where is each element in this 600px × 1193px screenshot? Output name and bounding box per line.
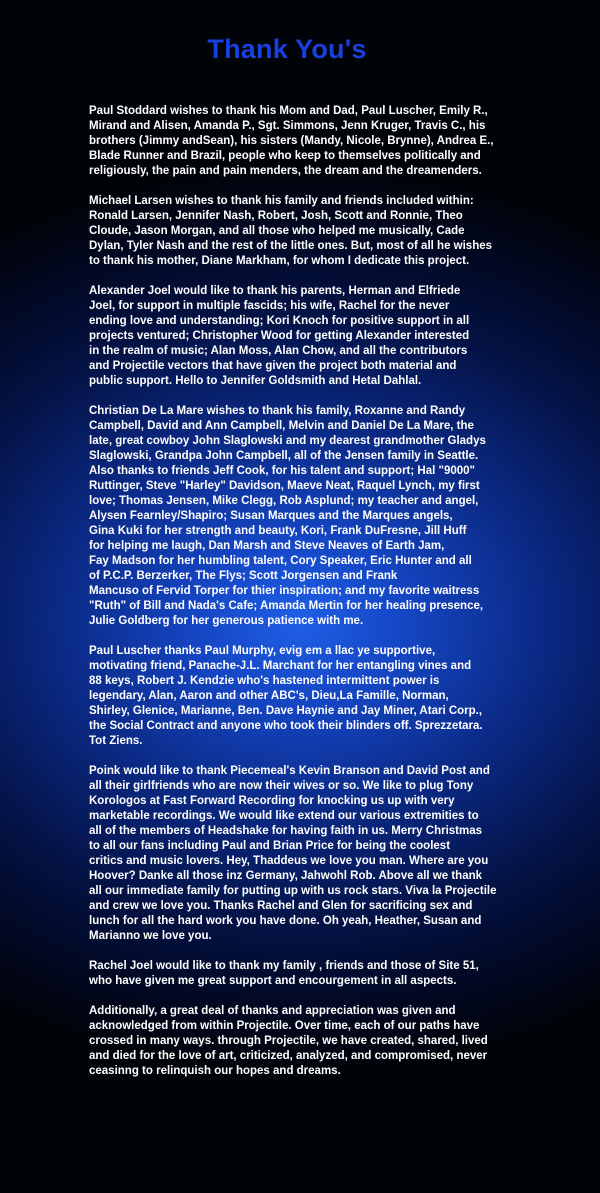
thanks-paul-luscher: Paul Luscher thanks Paul Murphy, evig em a llac ye supportive, motivating friend, Panache-J.L. Marchant for her entangling vines and 88 keys, Robert J. Kendzie who's hastened intermittent power is legendary, Alan, Aaron and other ABC's, Dieu,La Famille, Norman, Shirley, Glenice, Marianne, Ben. Dave Haynie and Jay Miner, Atari Corp., the Social Contract and anyone who took their blinders off. Sprezzetara. Tot Ziens. — [89, 645, 483, 747]
thanks-michael-larsen: Michael Larsen wishes to thank his family and friends included within: Ronald Larsen, Jennifer Nash, Robert, Josh, Scott and Ronnie, Theo Cloude, Jason Morgan, and all those who helped me musically, Cade Dylan, Tyler Nash and the rest of the little ones. But, most of all he wishes to thank his mother, Diane Markham, for whom I dedicate this project. — [89, 195, 493, 267]
thanks-rachel-joel: Rachel Joel would like to thank my family , friends and those of Site 51, who have given me great support and encourgement in all aspects. — [89, 960, 479, 987]
thanks-poink: Poink would like to thank Piecemeal's Kevin Branson and David Post and all their girlfriends who are now their wives or so. We like to plug Tony Korologos at Fast Forward Recording for knocking us up with very marketable recordings. We would like extend our various extremities to all of the members of Headshake for having faith in us. Merry Christmas to all our fans including Paul and Brian Price for being the coolest critics and music lovers. Hey, Thaddeus we love you man. Where are you Hoover? Danke all those inz Germany, Jahwohl Rob. Above all we thank all our immediate family for putting up with us rock stars. Viva la Projectile and crew we love you. Thanks Rachel and Glen for sacrificing sex and lunch for all the hard work you have done. Oh yeah, Heather, Susan and Marianno we love you. — [89, 765, 497, 942]
page-title: Thank You's — [207, 34, 367, 64]
thank-you-text — [89, 104, 589, 1094]
thanks-alexander-joel: Alexander Joel would like to thank his parents, Herman and Elfriede Joel, for support in multiple fascids; his wife, Rachel for the never ending love and understanding; Kori Knoch for positive support in all projects ventured; Christopher Wood for getting Alexander interested in the realm of music; Alan Moss, Alan Chow, and all the contributors and Projectile vectors that have given the project both material and public support. Hello to Jennifer Goldsmith and Hetal Dahlal. — [89, 285, 470, 387]
thanks-christian-de-la-mare: Christian De La Mare wishes to thank his family, Roxanne and Randy Campbell, David and Ann Campbell, Melvin and Daniel De La Mare, the late, great cowboy John Slaglowski and my dearest grandmother Gladys Slaglowski, Grandpa John Campbell, all of the Jensen family in Seattle. Also thanks to friends Jeff Cook, for his talent and support; Hal "9000" Ruttinger, Steve "Harley" Davidson, Maeve Neat, Raquel Lynch, my first love; Thomas Jensen, Mike Clegg, Rob Asplund; my teacher and angel, Alysen Fearnley/Shapiro; Susan Marques and the Marques angels, Gina Kuki for her strength and beauty, Kori, Frank DuFresne, Jill Huff for helping me laugh, Dan Marsh and Steve Neaves of Earth Jam, Fay Madson for her humbling talent, Cory Speaker, Eric Hunter and all of P.C.P. Berzerker, The Flys; Scott Jorgensen and Frank Mancuso of Fervid Torper for thier inspiration; and my favorite waitress "Ruth" of Bill and Nada's Cafe; Amanda Mertin for her healing presence, Julie Goldberg for her generous patience with me. — [89, 405, 486, 627]
thanks-additional: Additionally, a great deal of thanks and appreciation was given and acknowledged from within Projectile. Over time, each of our paths have crossed in many ways. through Projectile, we have created, shared, lived and died for the love of art, criticized, analyzed, and compromised, never ceasinng to relinquish our hopes and dreams. — [89, 1005, 488, 1077]
thanks-paul-stoddard: Paul Stoddard wishes to thank his Mom and Dad, Paul Luscher, Emily R., Mirand and Alisen, Amanda P., Sgt. Simmons, Jenn Kruger, Travis C., his brothers (Jimmy andSean), his sisters (Mandy, Nicole, Brynne), Andrea E., Blade Runner and Brazil, people who keep to themselves politically and religiously, the pain and pain menders, the dream and the dreamenders. — [89, 105, 494, 177]
